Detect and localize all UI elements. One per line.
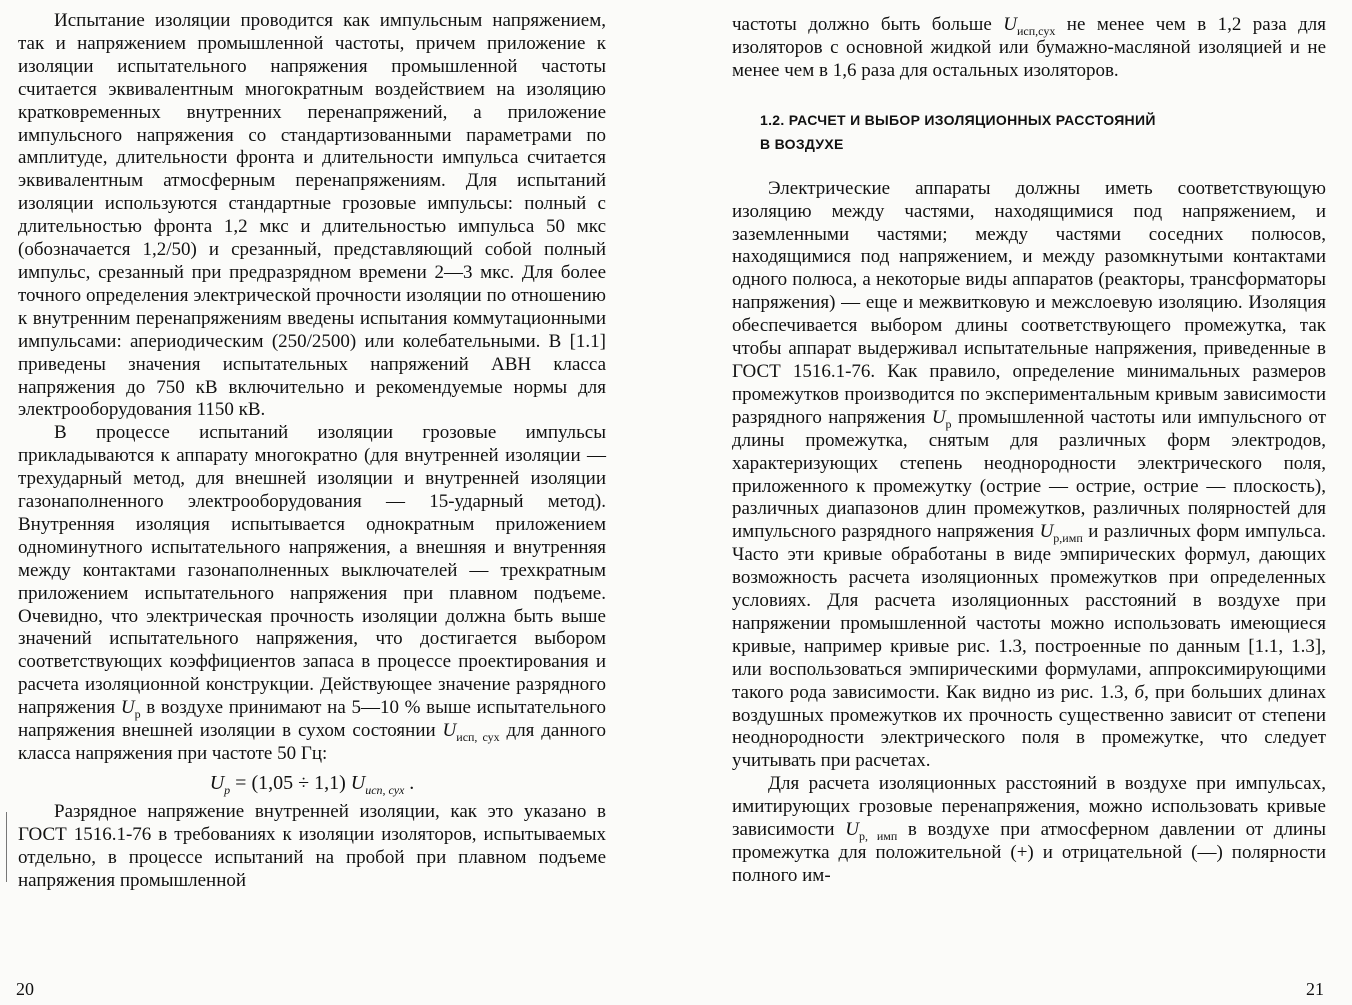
right-page <box>676 0 1352 1005</box>
page-number-right: 21 <box>1306 979 1324 999</box>
left-paragraph-2: В процессе испытаний изоляции грозовые импульсы прикладываются к аппарату многократно (для внутренней изоляции — трехударный метод, для внешней изоляции и внутренней изоляции газонаполненного электрооборудования — 15-ударный метод). Внутренняя изоляция испытывается однократным приложением одноминутного испытательного напряжения, а внешняя и внутренняя между контактами газонаполненных выключателей — трехкратным приложением испытательного напряжения при плавном подъеме. Очевидно, что электрическая прочность изоляции должна быть выше значений испытательного напряжения, что достигается выбором соответствующих коэффициентов запаса в процессе проектирования и расчета изоляционной конструкции. Действующее значение разрядного напряжения $U_р$ в воздухе принимают на 5—10 % выше испытательного напряжения внешней изоляции в сухом состоянии $U_{исп, сух}$ для данного класса напряжения при частоте 50 Гц: <box>18 422 607 764</box>
right-continuation-paragraph: частоты должно быть больше $U_{исп,сух}$ не менее чем в 1,2 раза для изоляторов с основной жидкой или бумажно-масляной изоляцией и не менее чем в 1,6 раза для остальных изоляторов. <box>732 14 1326 81</box>
left-paragraph-1: Испытание изоляции проводится как импульсным напряжением, так и напряжением промышленной частоты, причем приложение к изоляции испытательного напряжения промышленной частоты считается эквивалентным многократным воздействием на изоляцию кратковременных внутренних перенапряжений, а приложение импульсного напряжения со стандартизованными параметрами по амплитуде, длительности фронта и длительности импульса считается эквивалентным атмосферным перенапряжениям. Для испытаний изоляции используются стандартные грозовые импульсы: полный с длительностью фронта 1,2 мкс и длительностью импульса 50 мкс (обозначается 1,2/50) и срезанный, представляющий собой полный импульс, срезанный при предразрядном времени 2—3 мкс. Для более точного определения электрической прочности изоляции по отношению к внутренним перенапряжениям введены испытания коммутационными импульсами: апериодическим (250/2500) или колебательными. В [1.1] приведены значения испытательных напряжений АВН класса напряжения до 750 кВ включительно и рекомендуемые нормы для электрооборудования 1150 кВ. <box>18 10 606 421</box>
right-paragraph-1: Электрические аппараты должны иметь соответствующую изоляцию между частями, находящимися под напряжением, и заземленными частями; между частями соседних полюсов, находящимися под напряжением, и между разомкнутыми контактами одного полюса, а некоторые виды аппаратов (реакторы, трансформаторы напряжения) — еще и межвитковую и межслоевую изоляцию. Изоляция обеспечивается выбором длины соответствующего промежутка, так чтобы аппарат выдерживал испытательные напряжения, приведенные в ГОСТ 1516.1-76. Как правило, определение минимальных размеров промежутков производится по экспериментальным кривым зависимости разрядного напряжения $U_р$ промышленной частоты или импульсного от длины промежутка, снятым для различных форм электродов, характеризующих степень неоднородности электрического поля, приложенного к промежутку (острие — острие, острие — плоскость), различных диапазонов длин промежутков, различных полярностей для импульсного разрядного напряжения $U_{р,имп}$ и различных форм импульса. Часто эти кривые обработаны в виде эмпирических формул, дающих возможность расчета изоляционных промежутков при определенных условиях. Для расчета изоляционных расстояний в воздухе при напряжении промышленной частоты можно использовать имеющиеся кривые, например кривые рис. 1.3, построенные по данным [1.1, 1.3], или воспользоваться эмпирическими формулами, аппроксимирующими такого рода зависимости. Как видно из рис. 1.3, б, при больших длинах воздушных промежутков их прочность существенно зависит от степени неоднородности электрического поля в промежутке, что следует учитывать при расчетах. <box>732 177 1327 772</box>
right-text-column <box>732 14 1326 888</box>
left-text-column <box>18 10 606 892</box>
page-number-left: 20 <box>16 979 34 999</box>
voltage-formula: $U_р = (1,05 \div 1,1)$ $U_{исп, сух}$ . <box>209 771 415 797</box>
section-heading: 1.2. РАСЧЕТ И ВЫБОР ИЗОЛЯЦИОННЫХ РАССТОЯНИЙ В ВОЗДУХЕ <box>760 111 1156 152</box>
right-paragraph-2: Для расчета изоляционных расстояний в воздухе при импульсах, имитирующих грозовые перенапряжения, можно использовать кривые зависимости $U_{р, имп}$ в воздухе при атмосферном давлении от длины промежутка для положительной (+) и отрицательной (—) полярности полного им- <box>732 773 1327 886</box>
scan-margin-mark <box>6 812 7 882</box>
left-paragraph-3: Разрядное напряжение внутренней изоляции, как это указано в ГОСТ 1516.1-76 в требованиях к изоляции изоляторов, испытываемых отдельно, в процессе испытаний на пробой при плавном подъеме напряжения промышленной <box>18 800 606 891</box>
